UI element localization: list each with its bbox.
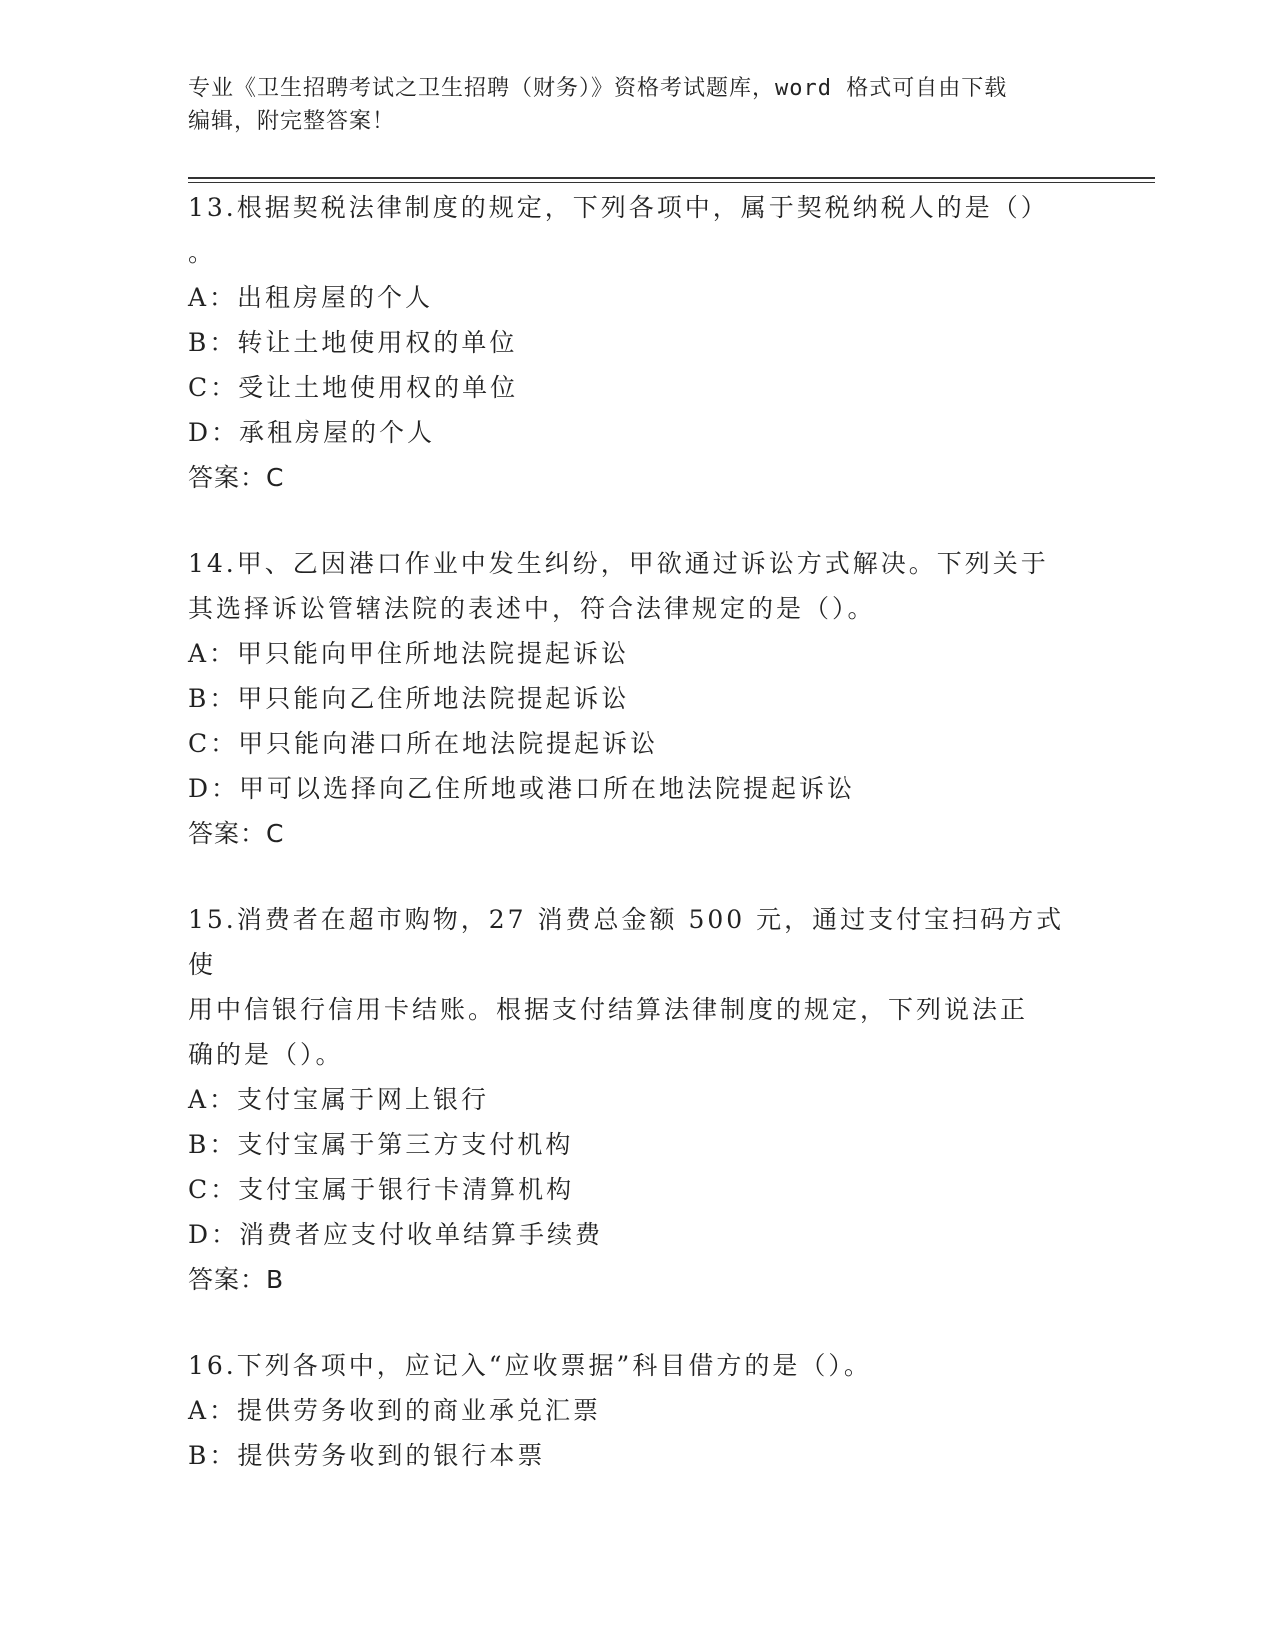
- document-header: [188, 72, 1088, 138]
- question-16: [188, 1343, 1088, 1478]
- question-stem-line: 用中信银行信用卡结账。根据支付结算法律制度的规定，下列说法正: [188, 995, 1029, 1024]
- question-stem-line: 16.下列各项中，应记入“应收票据”科目借方的是（）。: [188, 1351, 872, 1380]
- answer-label: 答案：B: [188, 1265, 285, 1294]
- question-list: [188, 185, 1088, 1519]
- question-stem-line: 其选择诉讼管辖法院的表述中，符合法律规定的是（）。: [188, 594, 876, 623]
- question-stem-line: 。: [188, 238, 217, 267]
- question-stem-line: 14.甲、乙因港口作业中发生纠纷，甲欲通过诉讼方式解决。下列关于: [188, 549, 1049, 578]
- question-stem-line: 15.消费者在超市购物，27 消费总金额 500 元，通过支付宝扫码方式使: [188, 905, 1065, 979]
- option-b: B：转让土地使用权的单位: [188, 328, 518, 357]
- option-a: A：提供劳务收到的商业承兑汇票: [188, 1396, 602, 1425]
- option-b: B：支付宝属于第三方支付机构: [188, 1130, 574, 1159]
- question-stem-line: 确的是（）。: [188, 1040, 344, 1069]
- option-c: C：甲只能向港口所在地法院提起诉讼: [188, 729, 659, 758]
- option-a: A：出租房屋的个人: [188, 283, 434, 312]
- option-b: B：甲只能向乙住所地法院提起诉讼: [188, 684, 630, 713]
- option-b: B：提供劳务收到的银行本票: [188, 1441, 546, 1470]
- option-a: A：支付宝属于网上银行: [188, 1085, 490, 1114]
- option-c: C：受让土地使用权的单位: [188, 373, 519, 402]
- question-stem-line: 13.根据契税法律制度的规定，下列各项中，属于契税纳税人的是（）: [188, 193, 1049, 222]
- option-d: D：甲可以选择向乙住所地或港口所在地法院提起诉讼: [188, 774, 856, 803]
- header-line-2: 编辑，附完整答案！: [188, 109, 396, 134]
- answer-label: 答案：C: [188, 819, 285, 848]
- header-line-1: 专业《卫生招聘考试之卫生招聘（财务）》资格考试题库，word 格式可自由下载: [188, 76, 1008, 101]
- header-divider-thick: [188, 177, 1155, 179]
- option-d: D：承租房屋的个人: [188, 418, 436, 447]
- question-14: [188, 541, 1088, 856]
- option-d: D：消费者应支付收单结算手续费: [188, 1220, 604, 1249]
- header-divider-thin: [188, 182, 1155, 183]
- option-a: A：甲只能向甲住所地法院提起诉讼: [188, 639, 630, 668]
- question-13: [188, 185, 1088, 500]
- question-15: [188, 897, 1088, 1302]
- option-c: C：支付宝属于银行卡清算机构: [188, 1175, 575, 1204]
- answer-label: 答案：C: [188, 463, 285, 492]
